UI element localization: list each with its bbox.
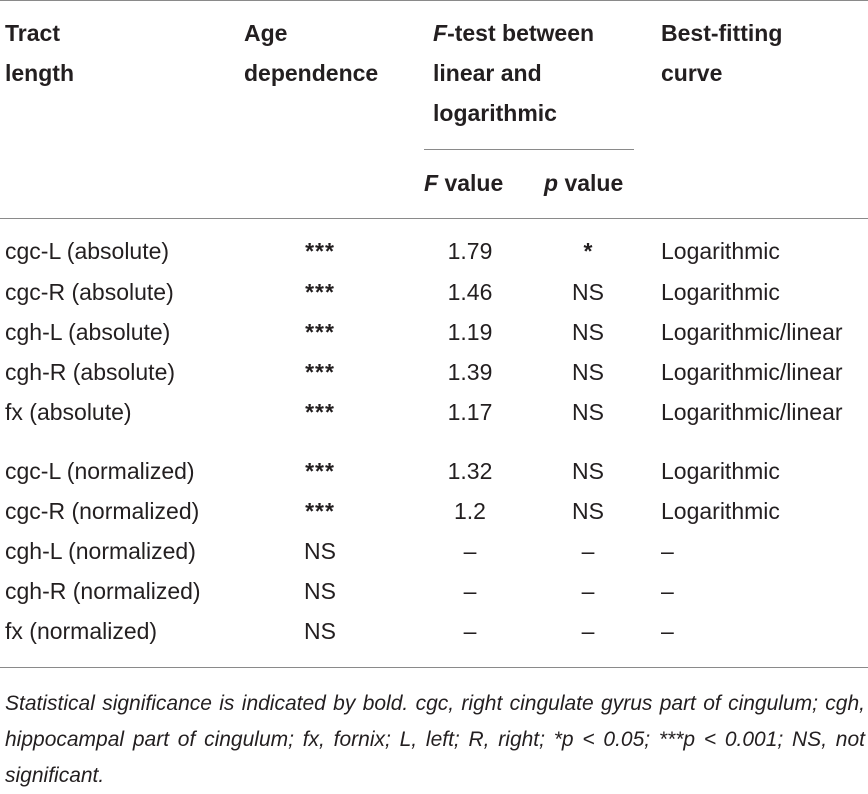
header-tract-length: Tract length bbox=[5, 20, 74, 86]
row-9-curve: – bbox=[661, 618, 674, 644]
header-ftest: F-test between linear and logarithmic bbox=[433, 20, 595, 126]
header-p-value: p value bbox=[544, 170, 624, 196]
table-bottom-rule bbox=[0, 667, 868, 668]
row-1-age: *** bbox=[305, 279, 335, 305]
row-0-p-value: * bbox=[583, 238, 593, 264]
row-3-p-value: NS bbox=[572, 359, 604, 385]
row-8-f-value: – bbox=[463, 578, 477, 604]
row-8-curve: – bbox=[661, 578, 674, 604]
ftest-span-rule bbox=[424, 149, 634, 150]
row-5-tract: cgc-L (normalized) bbox=[5, 458, 195, 484]
row-7-curve: – bbox=[661, 538, 674, 564]
row-3-f-value: 1.39 bbox=[447, 359, 493, 385]
row-5-f-value: 1.32 bbox=[447, 458, 493, 484]
row-3-age: *** bbox=[305, 359, 335, 385]
row-3-tract: cgh-R (absolute) bbox=[5, 359, 176, 385]
top-rule bbox=[0, 0, 868, 1]
row-1-f-value: 1.46 bbox=[447, 279, 493, 305]
header-bottom-rule bbox=[0, 218, 868, 219]
row-1-p-value: NS bbox=[572, 279, 604, 305]
row-9-f-value: – bbox=[463, 618, 477, 644]
row-1-curve: Logarithmic bbox=[661, 279, 780, 305]
header-best-fitting-curve: Best-fitting curve bbox=[661, 20, 783, 86]
row-8-tract: cgh-R (normalized) bbox=[5, 578, 201, 604]
row-6-p-value: NS bbox=[572, 498, 604, 524]
row-0-f-value: 1.79 bbox=[447, 238, 493, 264]
row-6-curve: Logarithmic bbox=[661, 498, 780, 524]
row-0-age: *** bbox=[305, 238, 335, 264]
row-6-tract: cgc-R (normalized) bbox=[5, 498, 200, 524]
row-7-p-value: – bbox=[581, 538, 595, 564]
row-9-tract: fx (normalized) bbox=[5, 618, 158, 644]
row-2-curve: Logarithmic/linear bbox=[661, 319, 843, 345]
row-5-p-value: NS bbox=[572, 458, 604, 484]
row-0-tract: cgc-L (absolute) bbox=[5, 238, 170, 264]
row-5-curve: Logarithmic bbox=[661, 458, 780, 484]
row-2-age: *** bbox=[305, 319, 335, 345]
row-8-age: NS bbox=[304, 578, 336, 604]
row-7-f-value: – bbox=[463, 538, 477, 564]
row-3-curve: Logarithmic/linear bbox=[661, 359, 843, 385]
row-2-f-value: 1.19 bbox=[447, 319, 493, 345]
row-4-tract: fx (absolute) bbox=[5, 399, 132, 425]
row-2-p-value: NS bbox=[572, 319, 604, 345]
row-7-tract: cgh-L (normalized) bbox=[5, 538, 196, 564]
row-1-tract: cgc-R (absolute) bbox=[5, 279, 174, 305]
row-5-age: *** bbox=[305, 458, 335, 484]
table-footnote: Statistical significance is indicated by bold. cgc, right cingulate gyrus part of cingulum; cgh, hippocampal part of cingulum; fx, fornix; L, left; R, right; *p < 0.05; ***p < 0.001; NS, not significant. bbox=[5, 692, 865, 787]
row-4-f-value: 1.17 bbox=[447, 399, 493, 425]
row-4-curve: Logarithmic/linear bbox=[661, 399, 843, 425]
header-f-value: F value bbox=[424, 170, 504, 196]
row-2-tract: cgh-L (absolute) bbox=[5, 319, 171, 345]
row-7-age: NS bbox=[304, 538, 336, 564]
row-9-age: NS bbox=[304, 618, 336, 644]
header-age-dependence: Age dependence bbox=[244, 20, 379, 86]
row-8-p-value: – bbox=[581, 578, 595, 604]
row-6-age: *** bbox=[305, 498, 335, 524]
row-6-f-value: 1.2 bbox=[454, 498, 486, 524]
row-4-p-value: NS bbox=[572, 399, 604, 425]
row-4-age: *** bbox=[305, 399, 335, 425]
row-9-p-value: – bbox=[581, 618, 595, 644]
row-0-curve: Logarithmic bbox=[661, 238, 780, 264]
